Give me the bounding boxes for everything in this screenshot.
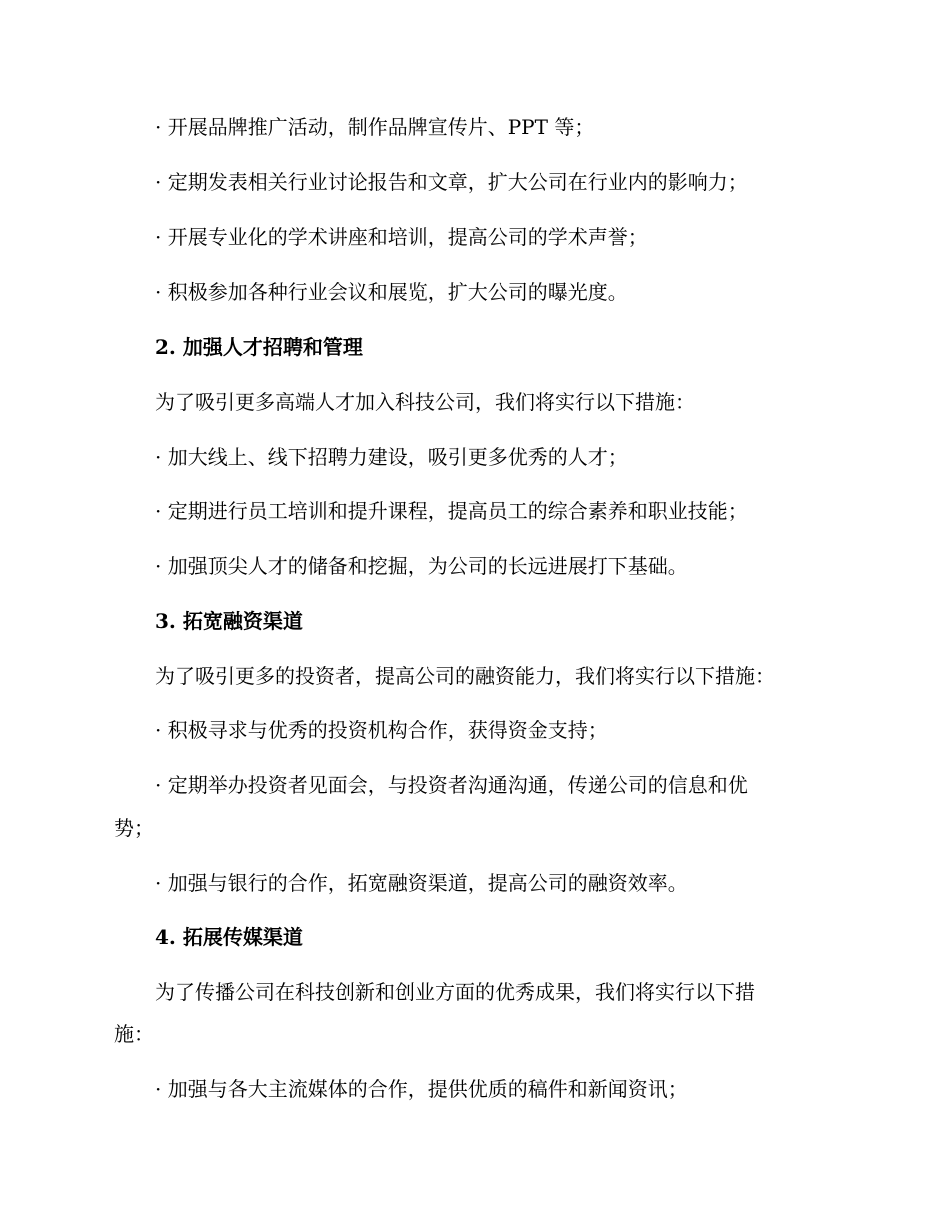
bullet-item: · 定期举办投资者见面会，与投资者沟通沟通，传递公司的信息和优 — [155, 773, 748, 797]
section-heading: 2. 加强人才招聘和管理 — [155, 335, 363, 359]
paragraph: 为了吸引更多的投资者，提高公司的融资能力，我们将实行以下措施： — [155, 664, 775, 688]
bullet-item-continuation: 势； — [114, 816, 154, 840]
bullet-item: · 加强与银行的合作，拓宽融资渠道，提高公司的融资效率。 — [155, 871, 688, 895]
bullet-item: · 积极寻求与优秀的投资机构合作，获得资金支持； — [155, 718, 608, 742]
bullet-item: · 开展品牌推广活动，制作品牌宣传片、PPT 等； — [155, 115, 595, 139]
bullet-item: · 开展专业化的学术讲座和培训，提高公司的学术声誉； — [155, 225, 648, 249]
bullet-item: · 定期进行员工培训和提升课程，提高员工的综合素养和职业技能； — [155, 499, 748, 523]
paragraph: 为了吸引更多高端人才加入科技公司，我们将实行以下措施： — [155, 390, 695, 414]
bullet-item: · 积极参加各种行业会议和展览，扩大公司的曝光度。 — [155, 280, 628, 304]
bullet-item: · 加大线上、线下招聘力建设，吸引更多优秀的人才； — [155, 445, 628, 469]
bullet-item: · 加强顶尖人才的储备和挖掘，为公司的长远进展打下基础。 — [155, 554, 688, 578]
paragraph: 为了传播公司在科技创新和创业方面的优秀成果，我们将实行以下措 — [155, 980, 755, 1004]
bullet-item: · 加强与各大主流媒体的合作，提供优质的稿件和新闻资讯； — [155, 1077, 688, 1101]
section-heading: 3. 拓宽融资渠道 — [155, 609, 303, 633]
paragraph-continuation: 施： — [114, 1022, 154, 1046]
bullet-item: · 定期发表相关行业讨论报告和文章，扩大公司在行业内的影响力； — [155, 170, 748, 194]
section-heading: 4. 拓展传媒渠道 — [155, 925, 303, 949]
